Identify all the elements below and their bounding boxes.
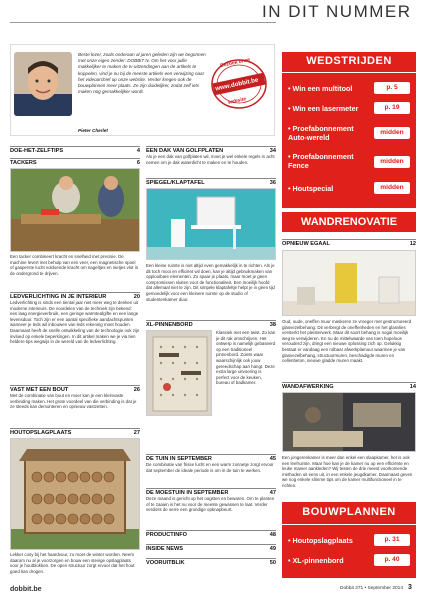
ledverlichting-text: Ledverlichting is sinds een tiental jaar niet meer weg te denken uit moderne interieurs. De voordelen van de techniek zijn bekend: een laag energieverbruik, een geringe warmteafgifte en een lange levensduur. Toch zijn er een aantal specifieke aandachtspunten wanneer je leds wil inbouwen van leds rekening moet houden. Daarnaast heeft de snelle ontwikkeling van de technologie ook zijn invloed op enkele beperkingen. In dit artikel maken we je via tien heldere tips wegwijs in de wereld van de ledverlichting.	[10, 300, 140, 345]
egaal-text: Oud, oude, oneffen muur maskeren ze vroeger met gestructureerd glasvezelbehang. Dit verbergt de oneffenheden en het glasvlies versterkt het pleisterwerk. Maar dit soort behang is nogal moeilijk weg te verwijderen. En nu de mittelwaarde van toen hopeloos verouderd zijn, dringt een nieuwe oplossing zich op. Gelukkig bestaat er vandaag een rolbaar afwerkplamuur waarmee je van glasvezelbehang, structuurmuren, beschadigde muren en cellenbeton, nieuwe gladde muren maakt.	[282, 319, 412, 364]
pinnenbord-photo	[146, 330, 212, 416]
toc-item-vooruitblik[interactable]: VOORUITBLIK 50	[146, 560, 276, 566]
footer-site[interactable]: dobbit.be	[10, 586, 42, 593]
footer-issue: Dobbit 271 • September 2014	[340, 586, 404, 591]
toc-item-houtopslagplaats[interactable]: HOUTOPSLAGPLAATS 27	[10, 430, 140, 436]
wandafwerking-text: Een jongerenkamer is meer dan enkel een slaapkamer, het is ook een leefruimte. Maar hoe kan je de kamer nu op een efficiënte en leuke manier aankleden? Wij testen de drie meest voorkomende methoden uit eens uit, in een enkele jeugdkamer. Daarnaast geven we nog enkele slimme tips om de kamer multifunctioneel in te richten.	[282, 455, 413, 488]
toc-item-productinfo[interactable]: PRODUCTINFO 48	[146, 532, 276, 538]
page-title: IN DIT NUMMER	[262, 2, 412, 21]
toc-item-moestuin-september[interactable]: DE MOESTUIN IN SEPTEMBER 47	[146, 490, 276, 496]
wedstrijden-title: WEDSTRIJDEN	[306, 55, 392, 67]
toc-item-opnieuw-egaal[interactable]: OPNIEUW EGAAL 12	[282, 241, 416, 247]
klaptafel-text: Een kleine ruimte is niet altijd even gemakkelijk in te richten. Als je dit toch mooi en efficiënt wil doen, kan je altijd gebruikmaken van opplooibare elementen. Zo spaar je plaats, maar moet je geen compromissen sluiten voor de functionaliteit. Een moeilijk hoofd dat allemaal niet te zijn. Dit simpele klaptafeltje helpt je in geen tijd gemoedelijk voor een kleinere ruimte op de studio of studentenkamer duur.	[146, 263, 275, 302]
editor-portrait	[14, 52, 72, 116]
wedstrijd-houtspecial[interactable]: • Houtspecial	[288, 184, 334, 193]
toc-item-doe-het-zelftips[interactable]: DOE-HET-ZELFTIPS 4	[10, 148, 140, 154]
tuin-text: De combinatie van frisse lucht en een warm zonnetje zorgt ervoor dat september de ideale periode is om in de tuin te werken.	[146, 462, 274, 473]
wedstrijd-lasermeter-page[interactable]: p. 19	[374, 102, 410, 114]
wedstrijd-lasermeter[interactable]: • Win een lasermeter	[288, 104, 359, 113]
stamp-bottom: website	[227, 96, 247, 106]
bouwplannen-title: BOUWPLANNEN	[302, 506, 396, 518]
golfplaten-text: Als je een dak van golfplaten wil, moet je wel enkele regels in acht nemen om je dak waterdicht te maken en te houden.	[146, 154, 275, 165]
tackers-photo	[10, 168, 140, 252]
toc-item-wandafwerking[interactable]: WANDAFWERKING 14	[282, 384, 416, 390]
toc-item-ledverlichting[interactable]: LEDVERLICHTING IN JE INTERIEUR 20	[10, 294, 140, 300]
wedstrijd-autowereld-page[interactable]: midden	[374, 127, 410, 139]
wedstrijd-houtspecial-page[interactable]: midden	[374, 182, 410, 194]
pinnenbord-text: Klassiek met een twist. Zo kan je dit rak omschrijven. Het ontwerp is namelijk gebaseerd op een traditioneel pinnenbord. Zoiets waar waarschijnlijk ook jouw gereedschap aan hangt. Deze extra large uitvoering is perfect voor de keuken, bureau of badkamer.	[216, 330, 276, 386]
toc-item-inside-news[interactable]: INSIDE NEWS 49	[146, 546, 276, 552]
header-rule	[10, 22, 276, 23]
wedstrijd-fence-page[interactable]: midden	[374, 156, 410, 168]
toc-item-vast-met-een-bout[interactable]: VAST MET EEN BOUT 26	[10, 387, 140, 393]
wedstrijd-multitool[interactable]: • Win een multitool	[288, 84, 353, 93]
toc-item-xl-pinnenbord[interactable]: XL-PINNENBORD 38	[146, 322, 276, 328]
egaal-photo	[282, 250, 416, 316]
bouwplan-houtopslagplaats[interactable]: • Houtopslagplaats	[288, 536, 353, 545]
wedstrijd-multitool-page[interactable]: p. 5	[374, 82, 410, 94]
bouwplan-houtopslagplaats-page[interactable]: p. 31	[374, 534, 410, 546]
houtopslag-text: Lekker cosy bij het haardvuur, zo moet de winter worden. Neem daarom nu al je voorzorgen en bouw een stevige opslagplaats voor je houtblokken. De open structuur zorgt ervoor dat het hout goed kan drogen.	[10, 552, 135, 574]
bouwplannen-divider	[282, 524, 416, 525]
klaptafel-photo	[146, 188, 276, 260]
wandrenovatie-title: WANDRENOVATIE	[282, 212, 416, 232]
wandafwerking-photo	[282, 392, 416, 452]
toc-item-dak-golfplaten[interactable]: EEN DAK VAN GOLFPLATEN 34	[146, 148, 276, 154]
tackers-text: Een tacker combineert kracht en snelheid met precisie. De machine levert met behulp van een veer, een magnetische spoel of gasperste lucht voldoende kracht om nageltjes en nietjes vlot in de ondergrond te drijven.	[10, 254, 139, 276]
intro-text: Beste lezer, zoals onderaan al jaren geleden zijn we begonnen met onze eigen zender: DOBBiT tv. Om het voor jullie makkelijker te maken de tv-uitzendingen aan de artikels te koppelen, vind je nu bij de meeste artikels een verwijzing naar het videoarchief op onze website. Verder kregen ook de bouwplannen meer plaats. Ze zijn duidelijker, zodat zelf iets maken nog gemakkelijker wordt.	[78, 52, 206, 95]
stamp-top: Bezoek onze	[219, 56, 251, 70]
stamp-url: www.dobbit.be	[214, 76, 260, 93]
toc-item-tuin-september[interactable]: DE TUIN IN SEPTEMBER 45	[146, 456, 276, 462]
wedstrijden-divider	[282, 72, 416, 73]
wedstrijd-fence[interactable]: • Proefabonnement Fence	[288, 152, 354, 170]
toc-item-tackers[interactable]: TACKERS 6	[10, 160, 140, 166]
wedstrijd-autowereld[interactable]: • Proefabonnement Auto-wereld	[288, 124, 354, 142]
signature: Pieter Cherlet	[78, 128, 108, 133]
moestuin-text: Deze maand is gericht op het oogsten en bewaren. Om te planten of te zaaien is het nu voor de meeste gewassen te laat. Verder verdient de serre een grondige opknapbeurt.	[146, 496, 275, 513]
bouwplan-xl-pinnenbord[interactable]: • XL-pinnenbord	[288, 556, 344, 565]
page-number: 3	[408, 584, 412, 591]
toc-item-spiegel-klaptafel[interactable]: SPIEGEL/KLAPTAFEL 36	[146, 180, 276, 186]
houtopslag-photo	[10, 438, 140, 550]
bouwplan-xl-pinnenbord-page[interactable]: p. 40	[374, 554, 410, 566]
bout-text: Met de combinatie van bout en moer kan je een kleinvaste verbinding maken. Het grote voordeel van die verbinding is dat je ze steeds kan demonteren en opnieuw vastzetten.	[10, 393, 137, 410]
